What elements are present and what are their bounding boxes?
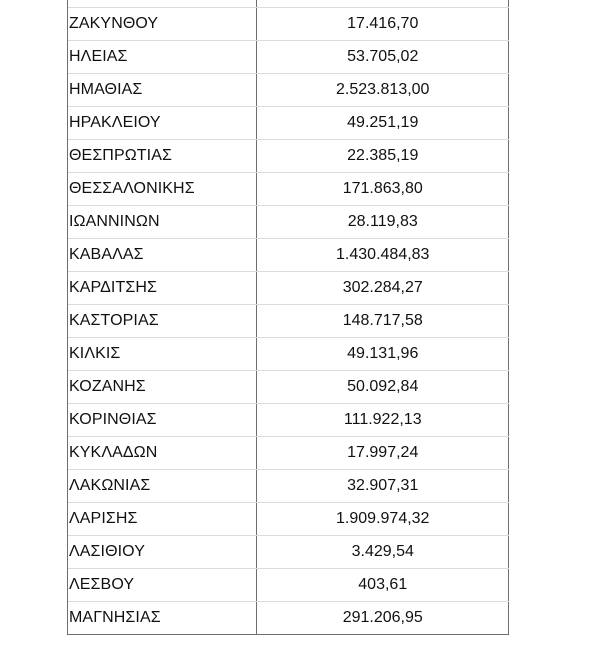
prefecture-cell: ΚΑΒΑΛΑΣ bbox=[68, 239, 256, 272]
value-cell: 302.284,27 bbox=[256, 272, 509, 305]
value-cell: 1.430.484,83 bbox=[256, 239, 509, 272]
value-cell: 291.206,95 bbox=[342, 609, 423, 626]
table-row bbox=[68, 107, 509, 140]
table-row bbox=[68, 206, 509, 239]
table-row bbox=[68, 437, 509, 470]
value-cell: 403,61 bbox=[256, 569, 509, 602]
table-body bbox=[68, 0, 509, 634]
table-row bbox=[68, 503, 509, 536]
prefecture-cell: ΖΑΚΥΝΘΟΥ bbox=[68, 8, 256, 41]
value-cell: 17.997,24 bbox=[256, 437, 509, 470]
table-row bbox=[68, 338, 509, 371]
table-row bbox=[68, 371, 509, 404]
table-row bbox=[68, 404, 509, 437]
value-cell: 148.717,58 bbox=[256, 305, 509, 338]
prefecture-cell bbox=[68, 0, 256, 8]
prefecture-cell: ΛΑΡΙΣΗΣ bbox=[68, 503, 256, 536]
table-row bbox=[68, 41, 509, 74]
table-row bbox=[68, 569, 509, 602]
table-row bbox=[68, 536, 509, 569]
value-cell: 111.922,13 bbox=[256, 404, 509, 437]
value-cell: 171.863,80 bbox=[256, 173, 509, 206]
prefecture-cell: ΚΥΚΛΑΔΩΝ bbox=[68, 437, 256, 470]
value-cell: 49.251,19 bbox=[256, 107, 509, 140]
prefecture-cell: ΜΑΓΝΗΣΙΑΣ bbox=[68, 602, 256, 635]
table-row bbox=[68, 272, 509, 305]
data-table-region bbox=[67, 0, 509, 635]
value-cell: 32.907,31 bbox=[256, 470, 509, 503]
value-cell: 22.385,19 bbox=[256, 140, 509, 173]
prefecture-cell: ΚΙΛΚΙΣ bbox=[68, 338, 256, 371]
value-cell: 50.092,84 bbox=[256, 371, 509, 404]
table-row-spacer bbox=[68, 0, 509, 8]
value-cell: 3.429,54 bbox=[256, 536, 509, 569]
value-cell bbox=[256, 0, 509, 8]
prefecture-cell: ΙΩΑΝΝΙΝΩΝ bbox=[68, 206, 256, 239]
table-row bbox=[68, 140, 509, 173]
prefecture-cell: ΗΡΑΚΛΕΙΟΥ bbox=[68, 107, 256, 140]
prefecture-cell: ΗΛΕΙΑΣ bbox=[68, 41, 256, 74]
prefecture-cell: ΛΑΚΩΝΙΑΣ bbox=[68, 470, 256, 503]
table-row bbox=[68, 173, 509, 206]
table-row bbox=[68, 8, 509, 41]
table-row bbox=[68, 602, 509, 635]
prefecture-cell: ΗΜΑΘΙΑΣ bbox=[68, 74, 256, 107]
value-cell: 1.909.974,32 bbox=[256, 503, 509, 536]
prefecture-cell: ΛΑΣΙΘΙΟΥ bbox=[68, 536, 256, 569]
prefecture-cell: ΚΑΡΔΙΤΣΗΣ bbox=[68, 272, 256, 305]
value-cell: 49.131,96 bbox=[256, 338, 509, 371]
table-row bbox=[68, 470, 509, 503]
table-row bbox=[68, 74, 509, 107]
prefecture-cell: ΘΕΣΠΡΩΤΙΑΣ bbox=[68, 140, 256, 173]
prefecture-cell: ΚΑΣΤΟΡΙΑΣ bbox=[68, 305, 256, 338]
value-cell: 28.119,83 bbox=[256, 206, 509, 239]
prefecture-values-table bbox=[68, 0, 509, 634]
prefecture-cell: ΚΟΖΑΝΗΣ bbox=[68, 371, 256, 404]
value-cell: 17.416,70 bbox=[256, 8, 509, 41]
value-cell: 53.705,02 bbox=[256, 41, 509, 74]
table-row bbox=[68, 305, 509, 338]
prefecture-cell: ΘΕΣΣΑΛΟΝΙΚΗΣ bbox=[68, 173, 256, 206]
prefecture-cell: ΚΟΡΙΝΘΙΑΣ bbox=[68, 404, 256, 437]
table-row bbox=[68, 239, 509, 272]
value-cell: 2.523.813,00 bbox=[256, 74, 509, 107]
prefecture-cell: ΛΕΣΒΟΥ bbox=[68, 569, 256, 602]
